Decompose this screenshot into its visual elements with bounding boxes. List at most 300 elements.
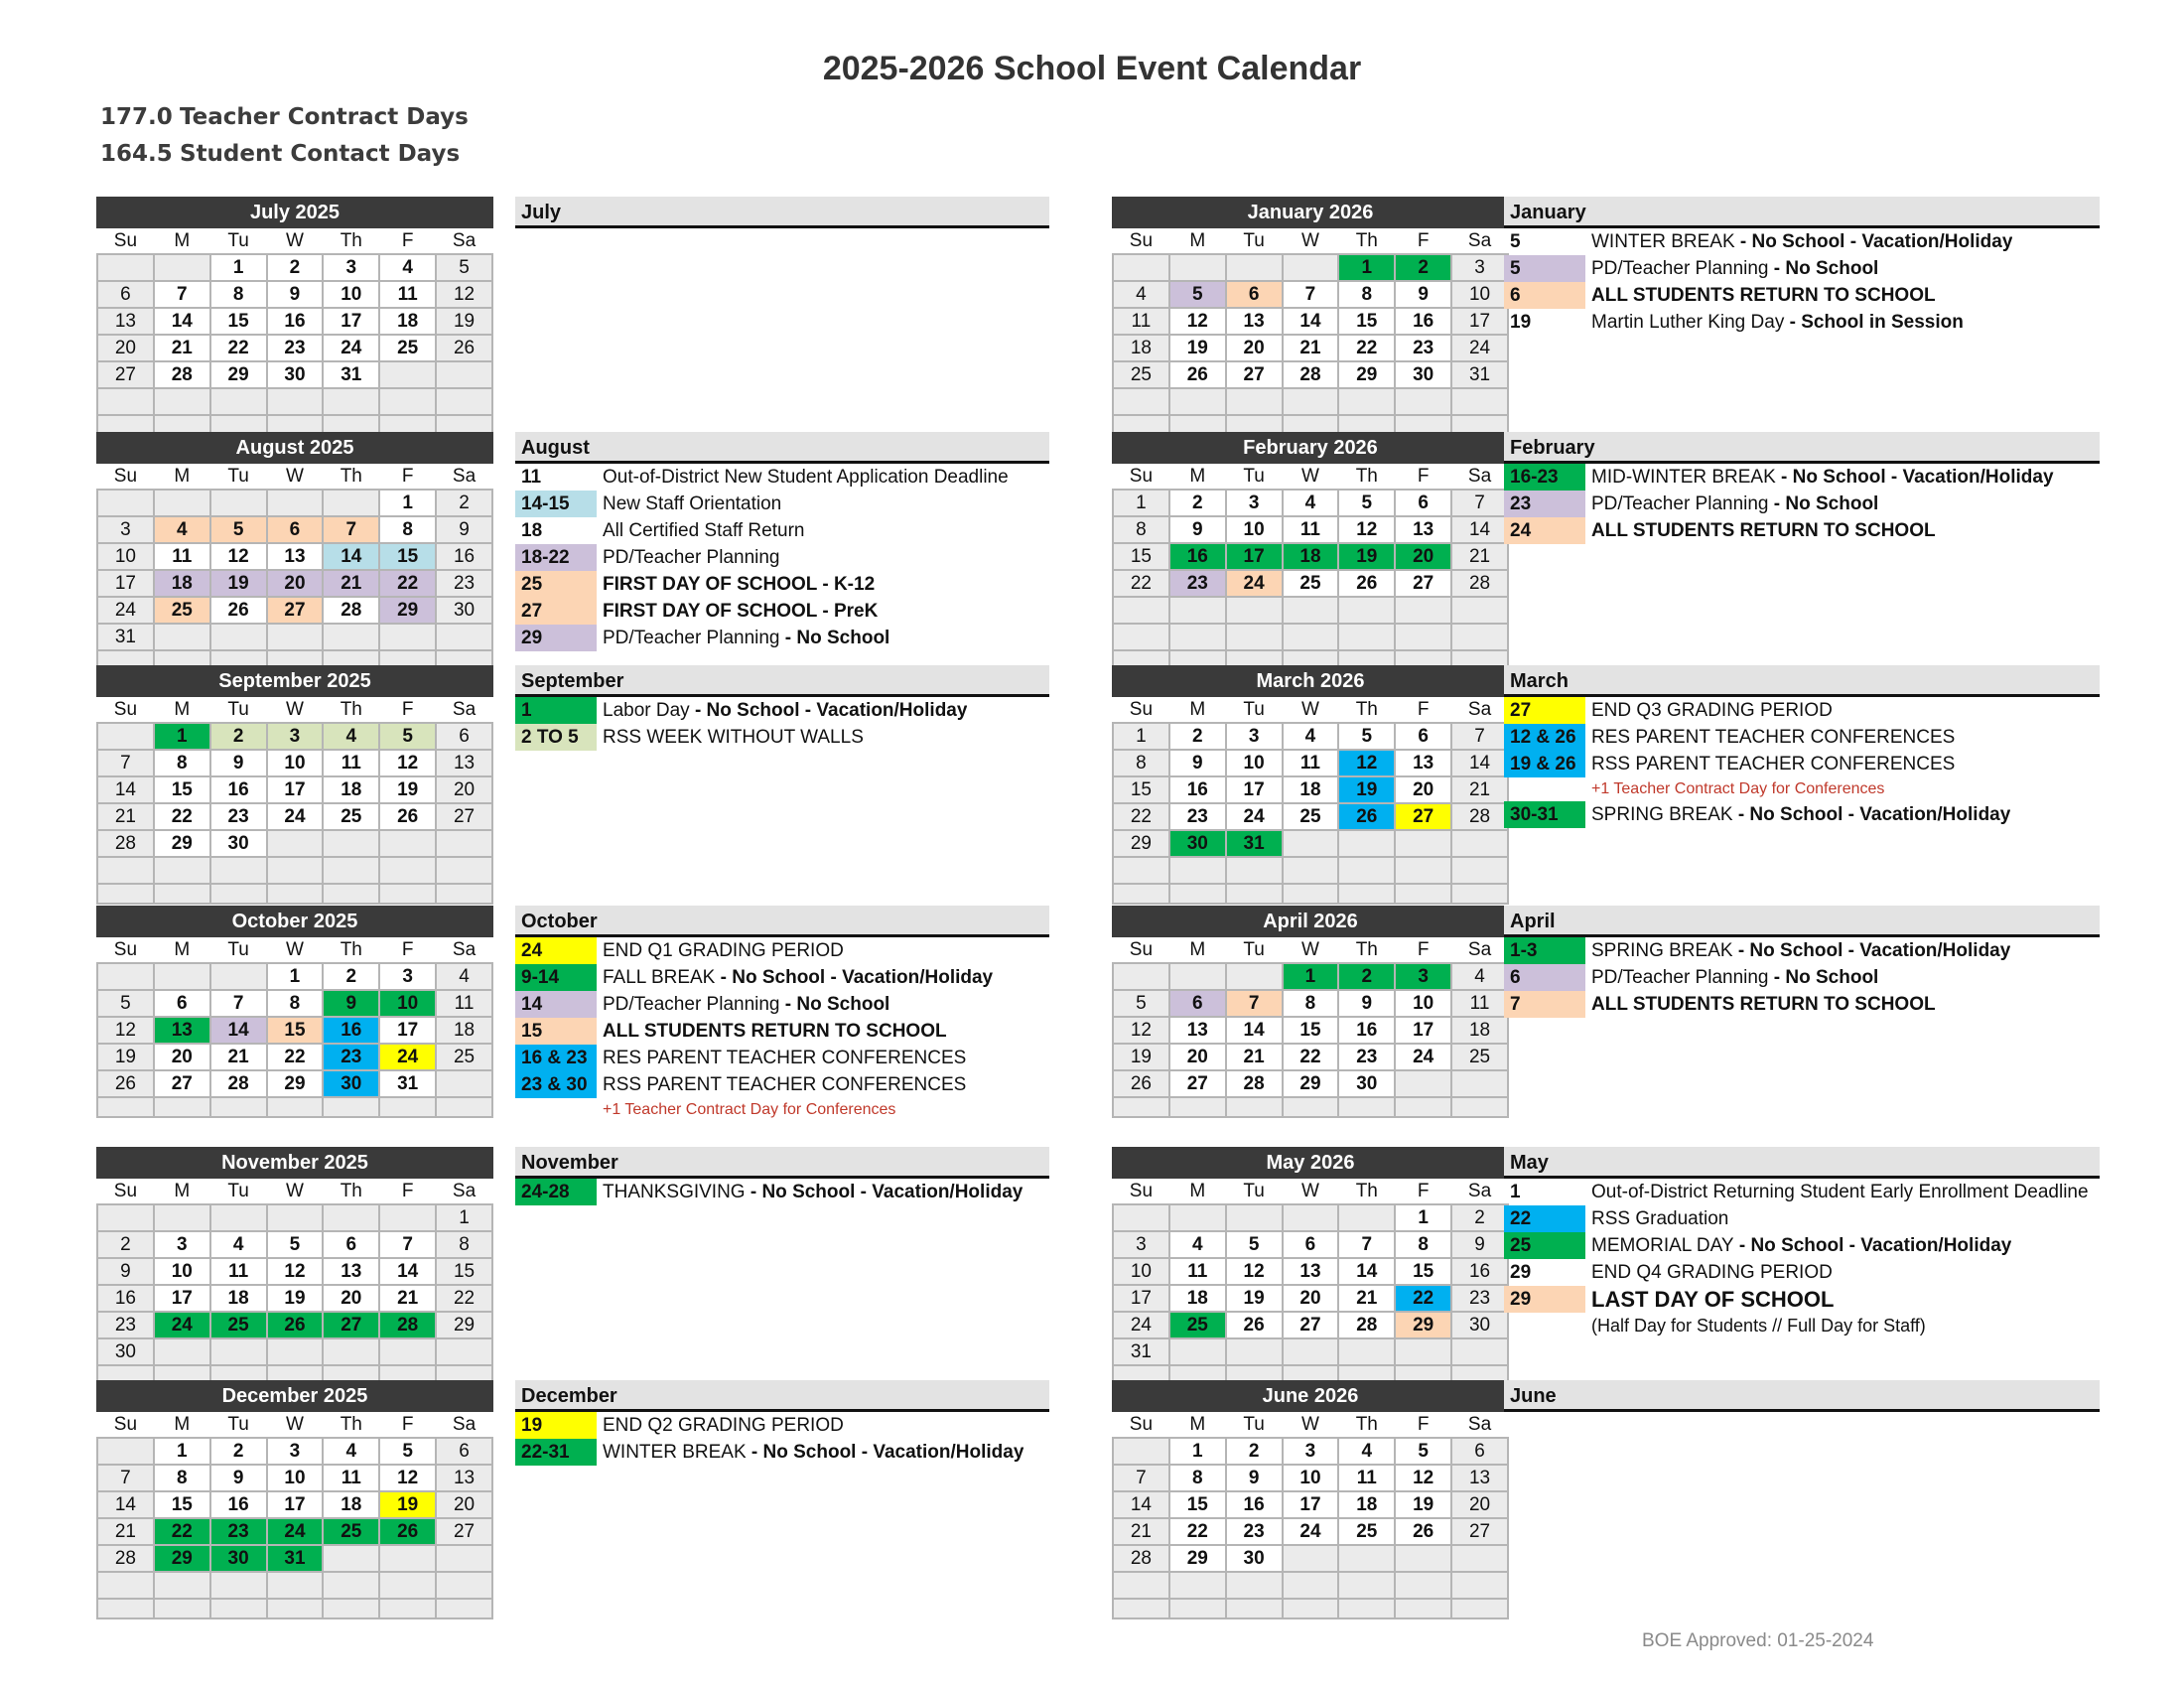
- weekday-header-row: [97, 937, 492, 963]
- month-calendar-november-2025: [96, 1147, 493, 1386]
- month-grid: [96, 937, 493, 1118]
- weekday-su: Su: [1113, 697, 1169, 723]
- day-15: 15: [1113, 543, 1169, 570]
- event-title: ALL STUDENTS RETURN TO SCHOOL: [1591, 285, 1936, 306]
- event-status: - No School - Vacation/Holiday: [745, 1182, 1024, 1202]
- day-9: 9: [1395, 281, 1451, 308]
- event-text: [597, 464, 1009, 491]
- day-4: 4: [1113, 281, 1169, 308]
- day-23: 23: [1395, 335, 1451, 361]
- day-30: 30: [436, 597, 492, 624]
- day-29: 29: [267, 1070, 324, 1097]
- day-13: 13: [97, 308, 154, 335]
- event-date: 16-23: [1504, 464, 1585, 491]
- weekday-m: M: [154, 697, 210, 723]
- day-6: 6: [1395, 723, 1451, 750]
- weekday-th: Th: [1338, 228, 1395, 254]
- week-row: [1113, 1204, 1508, 1231]
- day-19: 19: [1395, 1491, 1451, 1518]
- day-15: 15: [1169, 1491, 1226, 1518]
- event-date: 2 TO 5: [515, 724, 597, 751]
- day-25: 25: [323, 803, 379, 830]
- event-title: Out-of-District New Student Application Deadline: [603, 467, 1009, 488]
- event-text: [1585, 991, 1936, 1018]
- event-row: [515, 937, 1049, 964]
- day-6: 6: [1283, 1231, 1339, 1258]
- day-15: 15: [1283, 1017, 1339, 1044]
- event-row: [515, 571, 1049, 598]
- event-status: - No School - Vacation/Holiday: [715, 967, 994, 988]
- weekday-f: F: [379, 1412, 436, 1438]
- day-3: 3: [1395, 963, 1451, 990]
- day-2: 2: [1338, 963, 1395, 990]
- weekday-tu: Tu: [210, 464, 267, 490]
- event-title: END Q3 GRADING PERIOD: [1591, 700, 1833, 721]
- day-19: 19: [1338, 776, 1395, 803]
- day-26: 26: [1169, 361, 1226, 388]
- event-status: - No School: [779, 628, 890, 648]
- event-date: 29: [1504, 1286, 1585, 1313]
- spacer-cell: [436, 884, 492, 904]
- day-1: 1: [436, 1204, 492, 1231]
- event-text: [597, 571, 875, 598]
- day-22: 22: [1169, 1518, 1226, 1545]
- day-28: 28: [1338, 1312, 1395, 1338]
- day-5: 5: [379, 1438, 436, 1465]
- empty-cell: [1283, 388, 1339, 415]
- empty-cell: [323, 1204, 379, 1231]
- day-26: 26: [210, 597, 267, 624]
- event-date: 6: [1504, 282, 1585, 309]
- event-status: - No School - Vacation/Holiday: [689, 700, 968, 721]
- day-21: 21: [323, 570, 379, 597]
- spacer-cell: [267, 1097, 324, 1117]
- week-row: [97, 963, 492, 990]
- spacer-cell: [1113, 884, 1169, 904]
- day-23: 23: [210, 1518, 267, 1545]
- weekday-header-row: [97, 228, 492, 254]
- day-11: 11: [379, 281, 436, 308]
- event-title: PD/Teacher Planning: [1591, 967, 1769, 988]
- week-row: [97, 1204, 492, 1231]
- day-14: 14: [1283, 308, 1339, 335]
- empty-cell: [1226, 857, 1283, 884]
- event-row: [515, 517, 1049, 544]
- event-text: [1585, 464, 2054, 491]
- event-date: 15: [515, 1018, 597, 1045]
- empty-cell: [436, 1070, 492, 1097]
- empty-cell: [1113, 857, 1169, 884]
- day-4: 4: [1283, 490, 1339, 516]
- weekday-w: W: [267, 228, 324, 254]
- spacer-cell: [1338, 1599, 1395, 1618]
- event-row: [1504, 1179, 2100, 1205]
- day-10: 10: [97, 543, 154, 570]
- month-calendar-august-2025: [96, 432, 493, 671]
- day-18: 18: [210, 1285, 267, 1312]
- day-27: 27: [1451, 1518, 1508, 1545]
- day-15: 15: [154, 776, 210, 803]
- day-30: 30: [267, 361, 324, 388]
- empty-cell: [1395, 1338, 1451, 1365]
- day-2: 2: [267, 254, 324, 281]
- day-12: 12: [1226, 1258, 1283, 1285]
- spacer-cell: [1169, 884, 1226, 904]
- day-11: 11: [323, 1465, 379, 1491]
- event-text: [597, 1071, 966, 1098]
- weekday-tu: Tu: [210, 1179, 267, 1204]
- day-9: 9: [1338, 990, 1395, 1017]
- event-row: [1504, 1286, 2100, 1313]
- empty-cell: [1395, 1545, 1451, 1572]
- month-title: December 2025: [96, 1380, 493, 1412]
- empty-cell: [97, 963, 154, 990]
- day-25: 25: [1283, 570, 1339, 597]
- day-3: 3: [1226, 723, 1283, 750]
- empty-cell: [1283, 624, 1339, 650]
- week-row: [97, 516, 492, 543]
- month-title: April 2026: [1112, 906, 1509, 937]
- event-text: [597, 1018, 947, 1045]
- month-grid: [96, 1412, 493, 1619]
- event-status: - No School - Vacation/Holiday: [1732, 940, 2011, 961]
- conference-note: +1 Teacher Contract Day for Conferences: [1591, 780, 1885, 797]
- event-row: [1504, 801, 2100, 828]
- event-row: [515, 544, 1049, 571]
- empty-cell: [1169, 1572, 1226, 1599]
- day-16: 16: [1451, 1258, 1508, 1285]
- day-29: 29: [210, 361, 267, 388]
- empty-cell: [97, 857, 154, 884]
- event-title: LAST DAY OF SCHOOL: [1591, 1287, 1835, 1312]
- day-10: 10: [323, 281, 379, 308]
- event-date: 27: [1504, 697, 1585, 724]
- day-17: 17: [1113, 1285, 1169, 1312]
- week-row: [1113, 1438, 1508, 1465]
- day-29: 29: [436, 1312, 492, 1338]
- event-text: [1585, 1179, 2089, 1205]
- day-20: 20: [436, 776, 492, 803]
- week-row: [97, 803, 492, 830]
- day-7: 7: [1113, 1465, 1169, 1491]
- day-5: 5: [1226, 1231, 1283, 1258]
- event-title: PD/Teacher Planning: [603, 628, 780, 648]
- empty-cell: [267, 624, 324, 650]
- day-18: 18: [436, 1017, 492, 1044]
- weekday-sa: Sa: [1451, 1412, 1508, 1438]
- day-16: 16: [1169, 543, 1226, 570]
- empty-cell: [1113, 1204, 1169, 1231]
- month-grid: [1112, 937, 1509, 1118]
- day-7: 7: [154, 281, 210, 308]
- day-1: 1: [1395, 1204, 1451, 1231]
- empty-cell: [436, 1338, 492, 1365]
- day-17: 17: [267, 1491, 324, 1518]
- events-month-heading: October: [515, 906, 1049, 937]
- event-status: - No School - Vacation/Holiday: [1734, 231, 2013, 252]
- week-row: [97, 490, 492, 516]
- week-row: [97, 1017, 492, 1044]
- events-panel-september: [515, 665, 1049, 751]
- day-24: 24: [1113, 1312, 1169, 1338]
- day-21: 21: [379, 1285, 436, 1312]
- event-row: [1504, 751, 2100, 777]
- day-4: 4: [323, 1438, 379, 1465]
- empty-cell: [267, 1204, 324, 1231]
- event-status: - No School: [1768, 258, 1879, 279]
- day-29: 29: [1283, 1070, 1339, 1097]
- event-title: ALL STUDENTS RETURN TO SCHOOL: [1591, 520, 1936, 541]
- empty-cell: [1283, 1545, 1339, 1572]
- weekday-f: F: [1395, 228, 1451, 254]
- empty-cell: [1113, 1438, 1169, 1465]
- event-status: - No School - Vacation/Holiday: [1732, 804, 2011, 825]
- week-row: [97, 1231, 492, 1258]
- empty-cell: [210, 1572, 267, 1599]
- spacer-cell: [1395, 884, 1451, 904]
- weekday-tu: Tu: [1226, 1412, 1283, 1438]
- day-8: 8: [210, 281, 267, 308]
- week-row: [1113, 570, 1508, 597]
- week-row: [1113, 1231, 1508, 1258]
- day-26: 26: [1226, 1312, 1283, 1338]
- day-24: 24: [1283, 1518, 1339, 1545]
- event-text: [1585, 724, 1955, 751]
- empty-cell: [1451, 830, 1508, 857]
- week-row: [97, 1044, 492, 1070]
- event-title: THANKSGIVING: [603, 1182, 746, 1202]
- day-26: 26: [379, 803, 436, 830]
- event-row: [1504, 228, 2100, 255]
- day-17: 17: [97, 570, 154, 597]
- day-28: 28: [97, 830, 154, 857]
- weekday-su: Su: [1113, 228, 1169, 254]
- spacer-cell: [1451, 1599, 1508, 1618]
- week-row: [97, 1491, 492, 1518]
- day-27: 27: [1283, 1312, 1339, 1338]
- day-1: 1: [1113, 723, 1169, 750]
- event-date: 23 & 30: [515, 1071, 597, 1098]
- day-31: 31: [379, 1070, 436, 1097]
- day-30: 30: [1169, 830, 1226, 857]
- weekday-w: W: [267, 464, 324, 490]
- event-text: [1585, 255, 1878, 282]
- weekday-su: Su: [1113, 464, 1169, 490]
- events-panel-february: [1504, 432, 2100, 544]
- month-grid: [96, 228, 493, 436]
- empty-cell: [1451, 388, 1508, 415]
- week-row: [1113, 723, 1508, 750]
- week-row: [97, 750, 492, 776]
- student-days-label: Student Contact Days: [180, 141, 461, 167]
- event-text: [597, 625, 889, 651]
- empty-cell: [1451, 1572, 1508, 1599]
- empty-cell: [267, 857, 324, 884]
- day-16: 16: [1226, 1491, 1283, 1518]
- week-row: [1113, 1338, 1508, 1365]
- day-14: 14: [379, 1258, 436, 1285]
- day-2: 2: [97, 1231, 154, 1258]
- month-grid: [1112, 228, 1509, 436]
- day-8: 8: [1113, 516, 1169, 543]
- empty-cell: [1169, 857, 1226, 884]
- spacer-cell: [210, 884, 267, 904]
- day-19: 19: [210, 570, 267, 597]
- event-text: [1585, 697, 1833, 724]
- empty-cell: [1113, 388, 1169, 415]
- conference-note: +1 Teacher Contract Day for Conferences: [603, 1101, 896, 1118]
- week-row: [97, 570, 492, 597]
- events-panel-december: [515, 1380, 1049, 1466]
- day-26: 26: [1395, 1518, 1451, 1545]
- day-10: 10: [1226, 750, 1283, 776]
- day-22: 22: [154, 803, 210, 830]
- event-status: - No School - Vacation/Holiday: [1775, 467, 2054, 488]
- month-calendar-february-2026: [1112, 432, 1509, 671]
- week-row: [97, 1258, 492, 1285]
- weekday-f: F: [379, 464, 436, 490]
- event-date: 19 & 26: [1504, 751, 1585, 777]
- weekday-header-row: [97, 697, 492, 723]
- event-date: 14-15: [515, 491, 597, 517]
- weekday-su: Su: [97, 937, 154, 963]
- event-date: 24: [1504, 517, 1585, 544]
- empty-cell: [379, 388, 436, 415]
- empty-cell: [436, 830, 492, 857]
- month-calendar-may-2026: [1112, 1147, 1509, 1386]
- day-8: 8: [1113, 750, 1169, 776]
- event-date: 23: [1504, 491, 1585, 517]
- day-29: 29: [154, 830, 210, 857]
- day-4: 4: [1169, 1231, 1226, 1258]
- event-date: 6: [1504, 964, 1585, 991]
- spacer-cell: [1395, 1599, 1451, 1618]
- weekday-su: Su: [97, 464, 154, 490]
- week-row: [1113, 1258, 1508, 1285]
- event-title: MID-WINTER BREAK: [1591, 467, 1776, 488]
- day-7: 7: [1226, 990, 1283, 1017]
- event-row: [515, 1412, 1049, 1439]
- event-title: RSS PARENT TEACHER CONFERENCES: [603, 1074, 967, 1095]
- day-24: 24: [1226, 803, 1283, 830]
- empty-cell: [1169, 388, 1226, 415]
- day-15: 15: [1395, 1258, 1451, 1285]
- empty-cell: [323, 1338, 379, 1365]
- day-22: 22: [154, 1518, 210, 1545]
- weekday-th: Th: [323, 697, 379, 723]
- day-2: 2: [1395, 254, 1451, 281]
- week-row: [97, 308, 492, 335]
- weekday-th: Th: [1338, 1412, 1395, 1438]
- empty-cell: [1338, 1545, 1395, 1572]
- day-17: 17: [154, 1285, 210, 1312]
- spacer-cell: [1226, 1599, 1283, 1618]
- empty-cell: [154, 624, 210, 650]
- day-3: 3: [1451, 254, 1508, 281]
- week-row: [97, 776, 492, 803]
- week-row: [1113, 1518, 1508, 1545]
- events-month-heading: August: [515, 432, 1049, 464]
- day-5: 5: [210, 516, 267, 543]
- day-2: 2: [210, 1438, 267, 1465]
- week-row: [97, 1438, 492, 1465]
- day-9: 9: [210, 1465, 267, 1491]
- event-text: [1585, 1232, 2011, 1259]
- day-17: 17: [1395, 1017, 1451, 1044]
- empty-cell: [154, 1572, 210, 1599]
- spacer-row: [97, 884, 492, 904]
- events-panel-march: [1504, 665, 2100, 828]
- empty-cell: [267, 830, 324, 857]
- day-10: 10: [1395, 990, 1451, 1017]
- day-8: 8: [154, 1465, 210, 1491]
- day-22: 22: [1283, 1044, 1339, 1070]
- day-28: 28: [1113, 1545, 1169, 1572]
- day-13: 13: [1226, 308, 1283, 335]
- event-title: PD/Teacher Planning: [603, 547, 780, 568]
- day-11: 11: [1283, 516, 1339, 543]
- day-19: 19: [1169, 335, 1226, 361]
- day-28: 28: [154, 361, 210, 388]
- event-row: [1504, 255, 2100, 282]
- day-6: 6: [1451, 1438, 1508, 1465]
- day-14: 14: [1226, 1017, 1283, 1044]
- spacer-cell: [1338, 884, 1395, 904]
- day-9: 9: [210, 750, 267, 776]
- empty-cell: [323, 1572, 379, 1599]
- week-row: [1113, 516, 1508, 543]
- event-title: PD/Teacher Planning: [603, 994, 780, 1015]
- day-20: 20: [1169, 1044, 1226, 1070]
- event-date: 19: [515, 1412, 597, 1439]
- day-8: 8: [1395, 1231, 1451, 1258]
- day-20: 20: [267, 570, 324, 597]
- week-row: [1113, 254, 1508, 281]
- day-30: 30: [210, 1545, 267, 1572]
- day-8: 8: [379, 516, 436, 543]
- day-17: 17: [323, 308, 379, 335]
- empty-cell: [154, 254, 210, 281]
- week-row: [1113, 624, 1508, 650]
- empty-cell: [379, 1572, 436, 1599]
- teacher-days-row: [100, 99, 469, 136]
- event-date: 30-31: [1504, 801, 1585, 828]
- day-16: 16: [1338, 1017, 1395, 1044]
- weekday-th: Th: [323, 1412, 379, 1438]
- event-title: SPRING BREAK: [1591, 940, 1733, 961]
- day-7: 7: [323, 516, 379, 543]
- empty-cell: [379, 857, 436, 884]
- empty-cell: [1283, 254, 1339, 281]
- empty-cell: [1338, 1204, 1395, 1231]
- day-6: 6: [436, 723, 492, 750]
- weekday-w: W: [267, 1179, 324, 1204]
- day-10: 10: [379, 990, 436, 1017]
- weekday-tu: Tu: [210, 937, 267, 963]
- month-grid: [96, 1179, 493, 1386]
- day-2: 2: [323, 963, 379, 990]
- events-month-heading: July: [515, 197, 1049, 228]
- day-24: 24: [323, 335, 379, 361]
- empty-cell: [97, 388, 154, 415]
- event-row: [515, 1018, 1049, 1045]
- month-calendar-october-2025: [96, 906, 493, 1118]
- day-20: 20: [1451, 1491, 1508, 1518]
- day-31: 31: [1113, 1338, 1169, 1365]
- day-5: 5: [436, 254, 492, 281]
- event-text: [597, 544, 780, 571]
- day-17: 17: [1226, 543, 1283, 570]
